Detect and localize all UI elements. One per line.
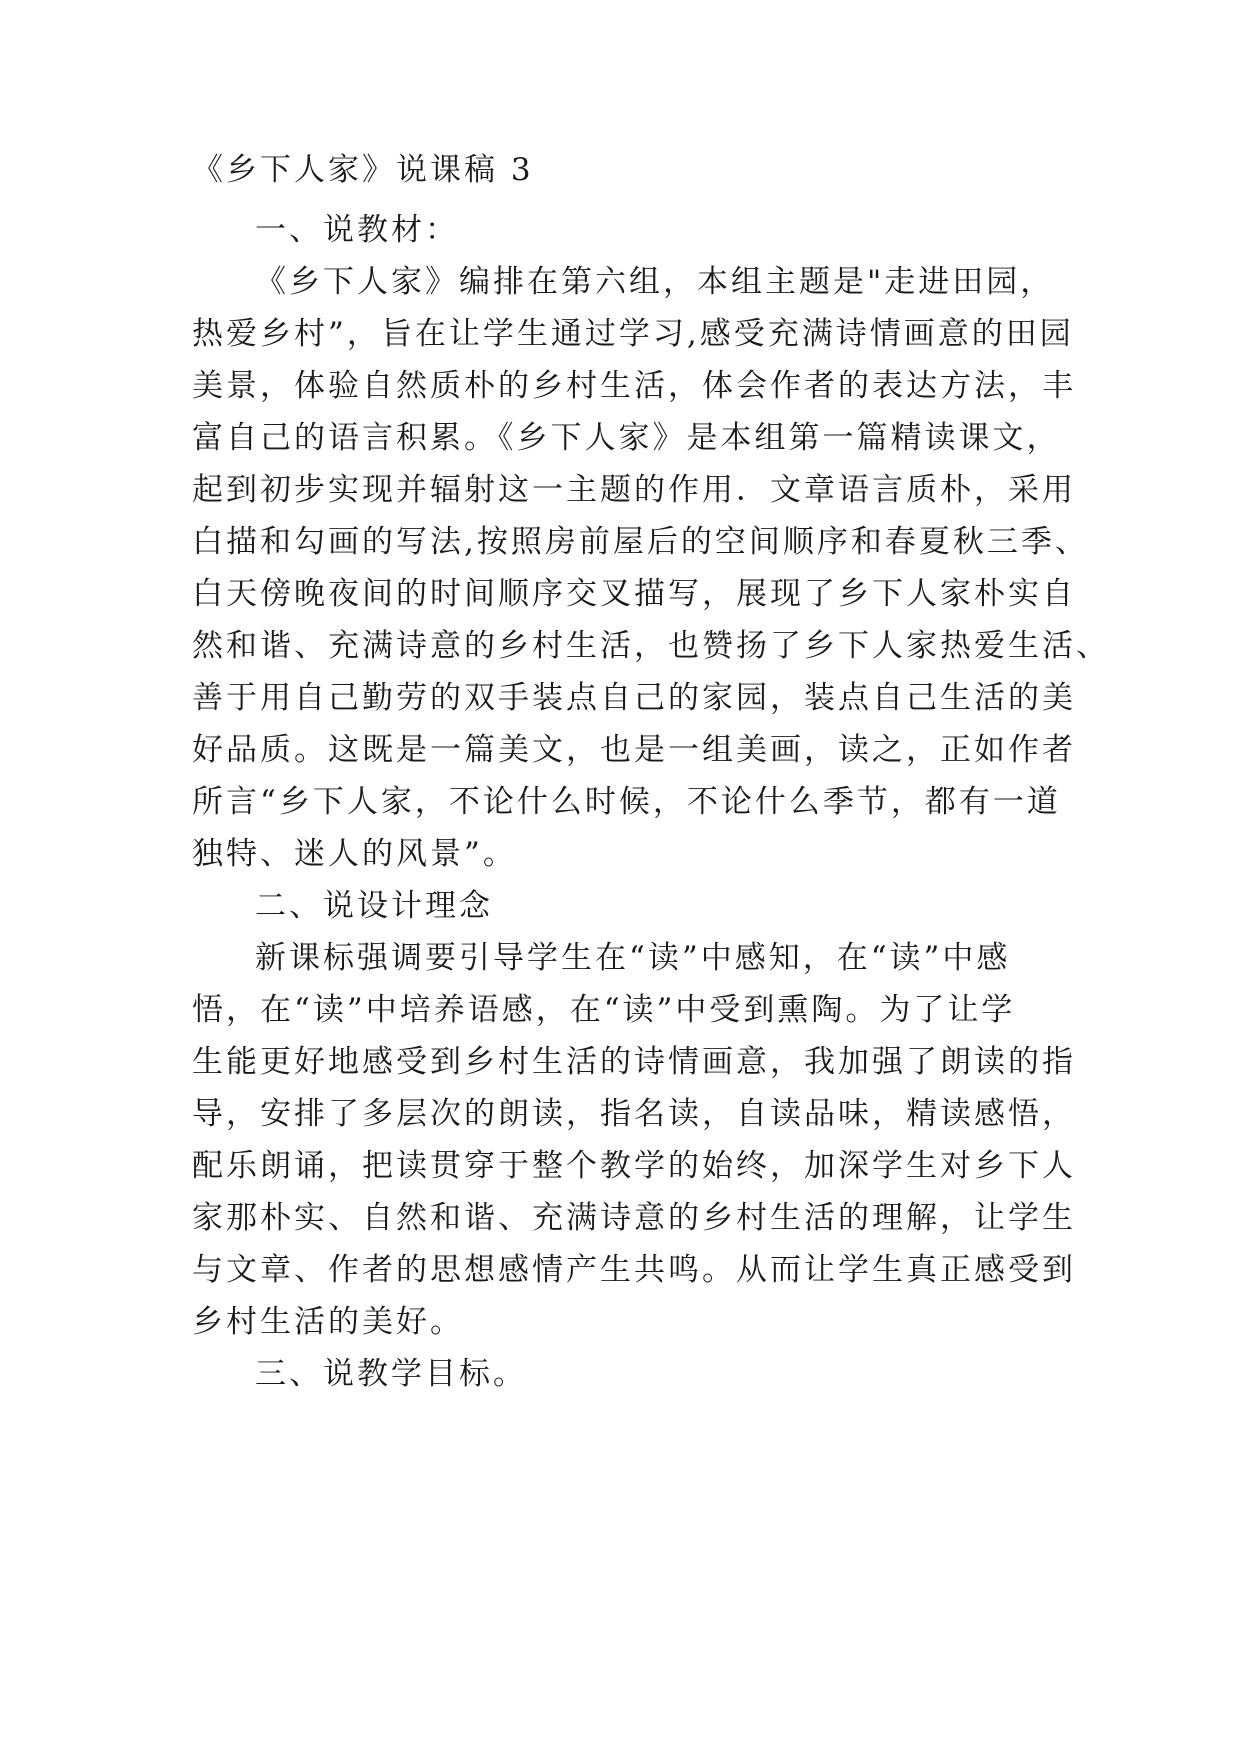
paragraph-line: 白描和勾画的写法,按照房前屋后的空间顺序和春夏秋三季、 — [192, 524, 1089, 560]
paragraph-line: 悟，在“读”中培养语感，在“读”中受到熏陶。为了让学 — [192, 992, 1016, 1028]
paragraph-line: 然和谐、充满诗意的乡村生活，也赞扬了乡下人家热爱生活、 — [192, 628, 1110, 664]
paragraph-line: 热爱乡村”，旨在让学生通过学习,感受充满诗情画意的田园 — [192, 316, 1074, 352]
paragraph-line: 美景，体验自然质朴的乡村生活，体会作者的表达方法，丰 — [192, 368, 1076, 404]
paragraph-line: 家那朴实、自然和谐、充满诗意的乡村生活的理解，让学生 — [192, 1200, 1076, 1236]
paragraph-line: 好品质。这既是一篇美文，也是一组美画，读之，正如作者 — [192, 732, 1076, 768]
paragraph-line: 富自己的语言积累。《乡下人家》是本组第一篇精读课文， — [192, 420, 1061, 456]
paragraph-line: 起到初步实现并辐射这一主题的作用．文章语言质朴，采用 — [192, 472, 1076, 508]
paragraph-line: 《乡下人家》编排在第六组，本组主题是"走进田园， — [255, 264, 1055, 300]
paragraph-line: 导，安排了多层次的朗读，指名读，自读品味，精读感悟， — [192, 1096, 1076, 1132]
section-heading-3: 三、说教学目标。 — [255, 1356, 527, 1392]
section-heading-2: 二、说设计理念 — [255, 888, 493, 924]
paragraph-line: 所言“乡下人家，不论什么时候，不论什么季节，都有一道 — [192, 784, 1061, 820]
paragraph-line: 善于用自己勤劳的双手装点自己的家园，装点自己生活的美 — [192, 680, 1076, 716]
section-heading-1: 一、说教材： — [255, 212, 459, 248]
paragraph-line: 与文章、作者的思想感情产生共鸣。从而让学生真正感受到 — [192, 1252, 1076, 1288]
paragraph-line: 白天傍晚夜间的时间顺序交叉描写，展现了乡下人家朴实自 — [192, 576, 1076, 612]
paragraph-line: 新课标强调要引导学生在“读”中感知，在“读”中感 — [255, 940, 1011, 976]
paragraph-line: 独特、迷人的风景”。 — [192, 836, 517, 872]
paragraph-line: 乡村生活的美好。 — [192, 1304, 464, 1340]
document-title: 《乡下人家》说课稿 3 — [192, 152, 534, 188]
paragraph-line: 配乐朗诵，把读贯穿于整个教学的始终，加深学生对乡下人 — [192, 1148, 1076, 1184]
paragraph-line: 生能更好地感受到乡村生活的诗情画意，我加强了朗读的指 — [192, 1044, 1076, 1080]
